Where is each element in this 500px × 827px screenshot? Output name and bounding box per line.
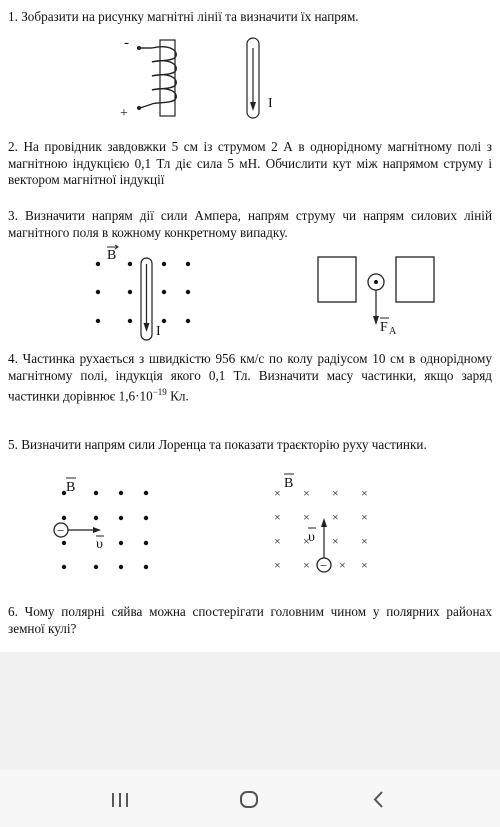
field-dot [144, 541, 148, 545]
field-cross: × [274, 534, 281, 548]
force-subscript: A [389, 326, 397, 337]
field-dot [94, 516, 98, 520]
current-label: I [268, 96, 273, 111]
field-dot [119, 565, 123, 569]
force-label: F [380, 320, 388, 335]
field-dot [94, 565, 98, 569]
recent-apps-button[interactable] [100, 784, 140, 814]
question-number: 5. [8, 437, 18, 452]
question-number: 4. [8, 351, 18, 366]
charge-sign-left: − [57, 523, 65, 538]
home-button[interactable] [229, 784, 269, 814]
question-number: 6. [8, 604, 18, 619]
exponent: −19 [152, 387, 167, 397]
field-dot [119, 541, 123, 545]
question-text: Визначити напрям сили Лоренца та показати траєкторію руху частинки. [21, 437, 427, 452]
field-cross: × [339, 558, 346, 572]
conductor-current-label: I [156, 324, 161, 339]
question-number: 2. [8, 139, 18, 154]
question-text: Визначити напрям дії сили Ампера, напрям струму чи напрям силових ліній магнітного поля в кожному конкретному випадку. [8, 208, 492, 240]
field-cross: × [303, 558, 310, 572]
home-icon [229, 784, 269, 814]
velocity-label-left: υ [96, 537, 103, 552]
field-cross: × [361, 558, 368, 572]
field-dot [62, 516, 66, 520]
field-cross: × [332, 534, 339, 548]
field-dot [144, 491, 148, 495]
velocity-label-right: υ [308, 530, 315, 545]
question-text: Частинка рухається з швидкістю 956 км/с по колу радіусом 10 см в однорідному магнітному полі, індукція якого 0,1 Тл. Визначити масу частинки, якщо заряд частинки дорівнює 1,6·10 [8, 351, 492, 404]
field-cross: × [274, 558, 281, 572]
field-cross: × [361, 486, 368, 500]
field-b-label-left: B [66, 480, 76, 495]
field-dot [144, 516, 148, 520]
back-button[interactable] [358, 784, 398, 814]
recent-apps-icon [100, 784, 140, 814]
question-number: 3. [8, 208, 18, 223]
field-dot [119, 491, 123, 495]
field-cross: × [303, 510, 310, 524]
field-cross: × [361, 534, 368, 548]
field-cross: × [303, 486, 310, 500]
question-text: Зобразити на рисунку магнітні лінії та визначити їх напрям. [21, 9, 359, 24]
velocity-arrowhead-left [93, 527, 101, 533]
navigation-bar [0, 770, 500, 827]
question-text: На провідник завдовжки 5 см із струмом 2 А в однорідному магнітному полі з магнітною індукцією 0,1 Тл діє сила 5 мН. Обчислити кут між напрямом струму і вектором магнітної індукції [8, 139, 492, 187]
field-cross: × [303, 534, 310, 548]
question-number: 1. [8, 9, 18, 24]
back-icon [358, 784, 398, 814]
field-cross: × [332, 486, 339, 500]
charge-sign-right: − [320, 558, 328, 573]
field-dot [62, 565, 66, 569]
field-cross: × [274, 486, 281, 500]
field-cross: × [332, 510, 339, 524]
question-6 [8, 604, 492, 637]
field-b-label: B [107, 248, 117, 263]
field-dot [62, 491, 66, 495]
field-dot [94, 491, 98, 495]
field-dot [144, 565, 148, 569]
minus-label: - [124, 35, 129, 51]
velocity-arrowhead-right [321, 518, 327, 527]
field-b-label-right: B [284, 476, 294, 491]
field-cross: × [274, 510, 281, 524]
blank-area [0, 652, 500, 770]
question-text: Чому полярні сяйва можна спостерігати головним чином у полярних районах земної кулі? [8, 604, 493, 636]
field-dot [62, 541, 66, 545]
field-dot [119, 516, 123, 520]
plus-label: + [120, 106, 128, 121]
unit: Кл. [170, 388, 189, 404]
field-cross: × [361, 510, 368, 524]
